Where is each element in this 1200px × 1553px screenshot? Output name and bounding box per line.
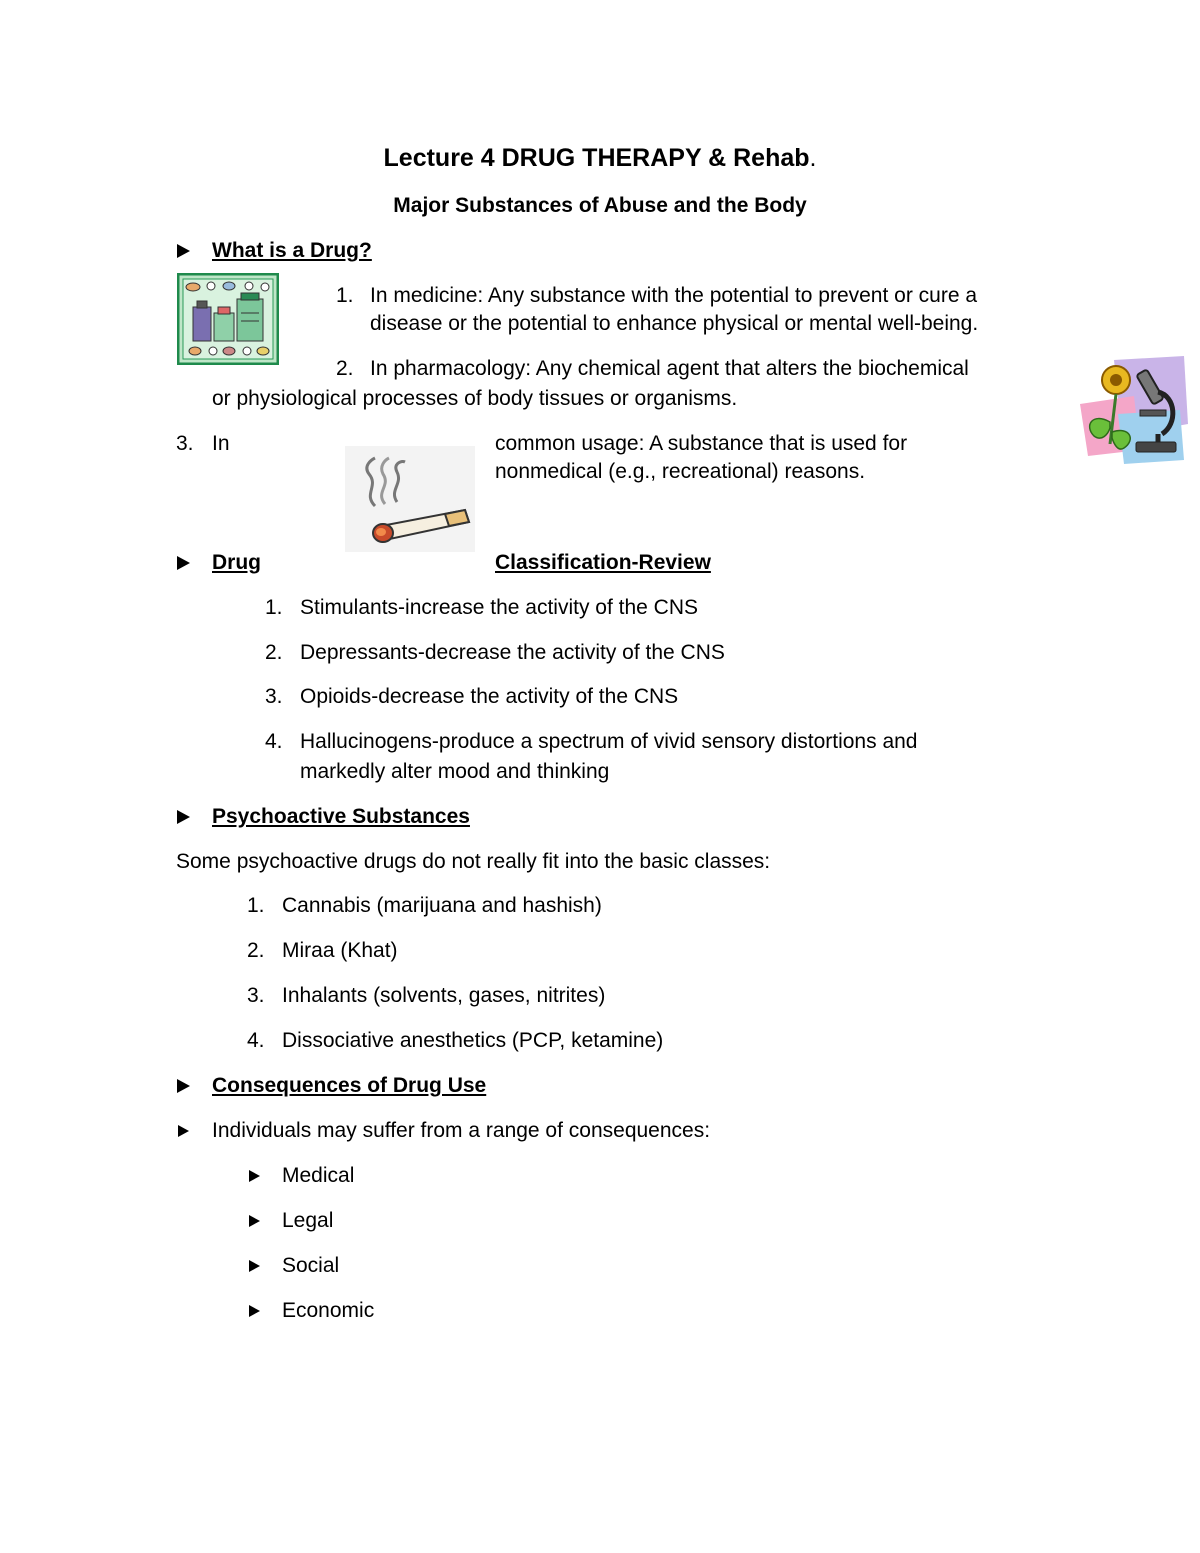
list-item-text: Hallucinogens-produce a spectrum of vivid sensory distortions and (300, 730, 918, 753)
list-item-text: In medicine: Any substance with the potential to prevent or cure a (370, 284, 978, 307)
list-item-text: Stimulants-increase the activity of the CNS (300, 596, 698, 619)
list-item-text: Inhalants (solvents, gases, nitrites) (282, 984, 606, 1007)
list-item-text: Economic (282, 1299, 375, 1322)
list-item-number: 2. (265, 641, 283, 664)
section-heading-drug: Drug (212, 551, 261, 574)
list-item-text: Legal (282, 1209, 334, 1232)
section-heading-psychoactive: Psychoactive Substances (212, 805, 470, 828)
list-item-number: 4. (247, 1029, 265, 1052)
paragraph-text: Individuals may suffer from a range of consequences: (212, 1119, 711, 1142)
list-item-text: In (212, 432, 230, 455)
paragraph-text: Some psychoactive drugs do not really fit into the basic classes: (176, 850, 771, 873)
medicine-bottles-clipart-icon (177, 273, 279, 365)
bullet-arrow-icon (177, 556, 190, 570)
list-item-text: common usage: A substance that is used for (495, 432, 908, 455)
bullet-arrow-icon (177, 810, 190, 824)
bullet-arrow-icon (249, 1305, 260, 1317)
list-item-number: 1. (265, 596, 283, 619)
bullet-arrow-icon (249, 1170, 260, 1182)
list-item-text: Social (282, 1254, 340, 1277)
bullet-arrow-icon (177, 244, 190, 258)
list-item-number: 3. (247, 984, 265, 1007)
list-item-text: Medical (282, 1164, 355, 1187)
cigarette-clipart-icon (345, 446, 475, 552)
list-item-number: 1. (247, 894, 265, 917)
list-item-text: Opioids-decrease the activity of the CNS (300, 685, 679, 708)
bullet-arrow-icon (178, 1125, 189, 1137)
list-item-text: In pharmacology: Any chemical agent that alters the biochemical (370, 357, 969, 380)
list-item-number: 2. (336, 357, 354, 380)
section-heading-classification-review: Classification-Review (495, 551, 711, 574)
section-heading-what-is-drug: What is a Drug? (212, 239, 372, 262)
list-item-number: 3. (265, 685, 283, 708)
bullet-arrow-icon (177, 1079, 190, 1093)
list-item-text: or physiological processes of body tissues or organisms. (212, 387, 738, 410)
list-item-number: 2. (247, 939, 265, 962)
list-item-text: Depressants-decrease the activity of the CNS (300, 641, 725, 664)
microscope-flower-clipart-icon (1074, 352, 1190, 468)
list-item-number: 3. (176, 432, 194, 455)
bullet-arrow-icon (249, 1215, 260, 1227)
section-heading-consequences: Consequences of Drug Use (212, 1074, 487, 1097)
page-title: Lecture 4 DRUG THERAPY & Rehab. (383, 144, 817, 172)
list-item-text: Miraa (Khat) (282, 939, 398, 962)
list-item-number: 1. (336, 284, 354, 307)
list-item-number: 4. (265, 730, 283, 753)
bullet-arrow-icon (249, 1260, 260, 1272)
list-item-text: nonmedical (e.g., recreational) reasons. (495, 460, 866, 483)
list-item-text: Cannabis (marijuana and hashish) (282, 894, 602, 917)
page-subtitle: Major Substances of Abuse and the Body (393, 194, 807, 217)
list-item-text: Dissociative anesthetics (PCP, ketamine) (282, 1029, 664, 1052)
list-item-text: disease or the potential to enhance physical or mental well-being. (370, 312, 979, 335)
list-item-text: markedly alter mood and thinking (300, 760, 610, 783)
